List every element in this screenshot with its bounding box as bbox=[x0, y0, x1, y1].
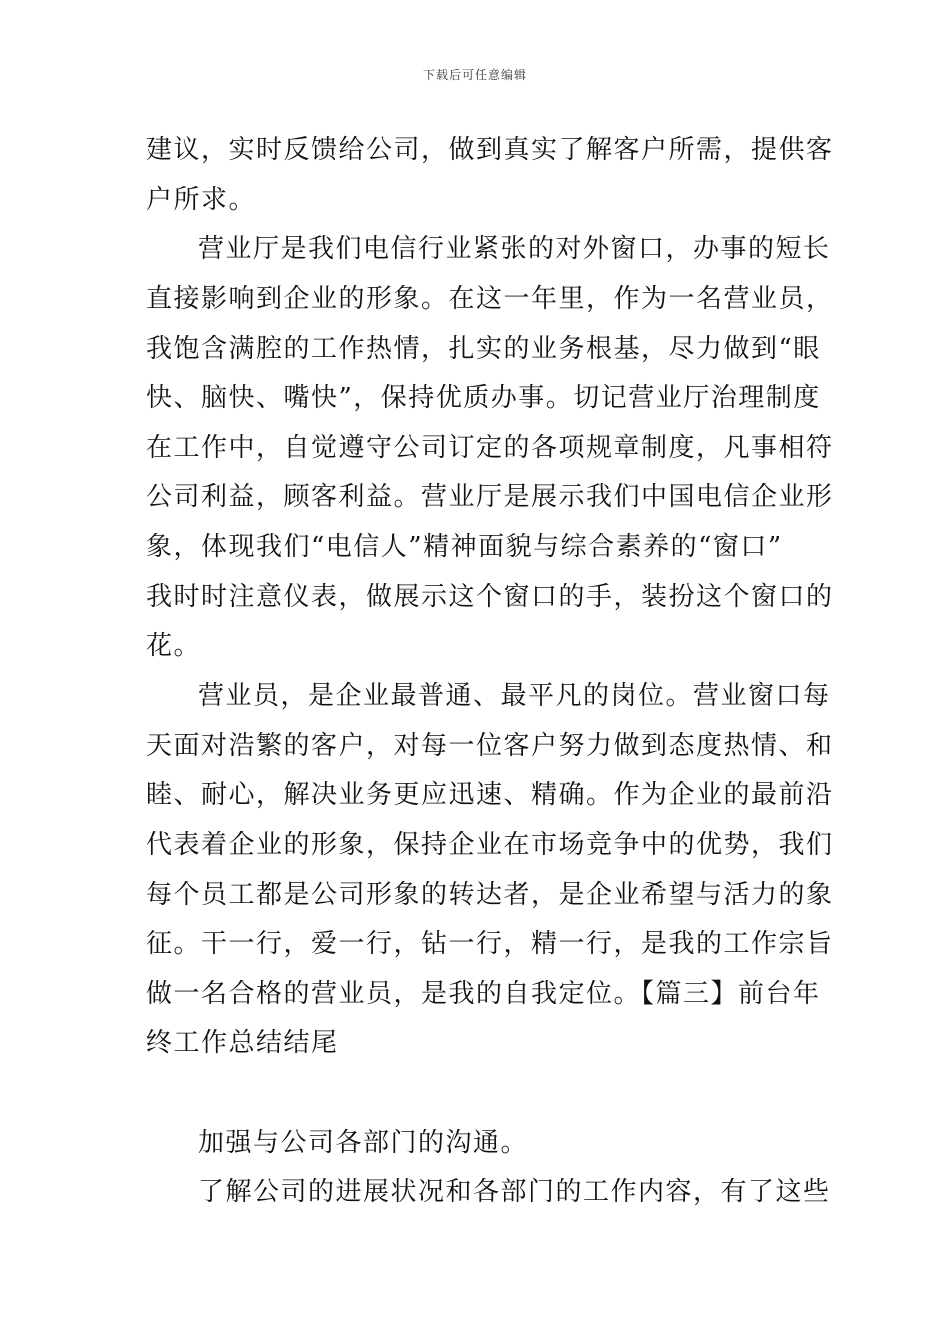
text-line: 在工作中，自觉遵守公司订定的各项规章制度，凡事相符 bbox=[146, 433, 834, 463]
text-line: 每个员工都是公司形象的转达者，是企业希望与活力的象 bbox=[146, 880, 834, 910]
text-line: 户所求。 bbox=[146, 185, 257, 215]
text-line: 花。 bbox=[146, 631, 202, 661]
text-line: 了解公司的进展状况和各部门的工作内容，有了这些 bbox=[198, 1177, 831, 1207]
text-line: 征。干一行，爱一行，钻一行，精一行，是我的工作宗旨 bbox=[146, 929, 834, 959]
text-line: 直接影响到企业的形象。在这一年里，作为一名营业员， bbox=[146, 284, 834, 314]
text-line: 营业厅是我们电信行业紧张的对外窗口，办事的短长 bbox=[198, 234, 831, 264]
text-line: 做一名合格的营业员，是我的自我定位。【篇三】前台年 bbox=[146, 979, 821, 1009]
text-line: 公司利益，顾客利益。营业厅是展示我们中国电信企业形 bbox=[146, 482, 834, 512]
text-line: 快、脑快、嘴快”，保持优质办事。切记营业厅治理制度 bbox=[146, 383, 821, 413]
text-line: 营业员，是企业最普通、最平凡的岗位。营业窗口每 bbox=[198, 681, 831, 711]
text-line: 代表着企业的形象，保持企业在市场竞争中的优势，我们 bbox=[146, 830, 834, 860]
page-header: 下载后可任意编辑 bbox=[422, 68, 527, 82]
text-line: 终工作总结结尾 bbox=[146, 1028, 339, 1058]
text-line: 加强与公司各部门的沟通。 bbox=[198, 1128, 529, 1158]
text-line: 我饱含满腔的工作热情，扎实的业务根基，尽力做到“眼 bbox=[146, 334, 821, 364]
text-line: 象，体现我们“电信人”精神面貌与综合素养的“窗口” bbox=[146, 532, 783, 562]
text-line: 天面对浩繁的客户，对每一位客户努力做到态度热情、和 bbox=[146, 731, 834, 761]
text-line: 建议，实时反馈给公司，做到真实了解客户所需，提供客 bbox=[146, 135, 834, 165]
text-line: 我时时注意仪表，做展示这个窗口的手，装扮这个窗口的 bbox=[146, 582, 834, 612]
text-line: 睦、耐心，解决业务更应迅速、精确。作为企业的最前沿 bbox=[146, 780, 834, 810]
